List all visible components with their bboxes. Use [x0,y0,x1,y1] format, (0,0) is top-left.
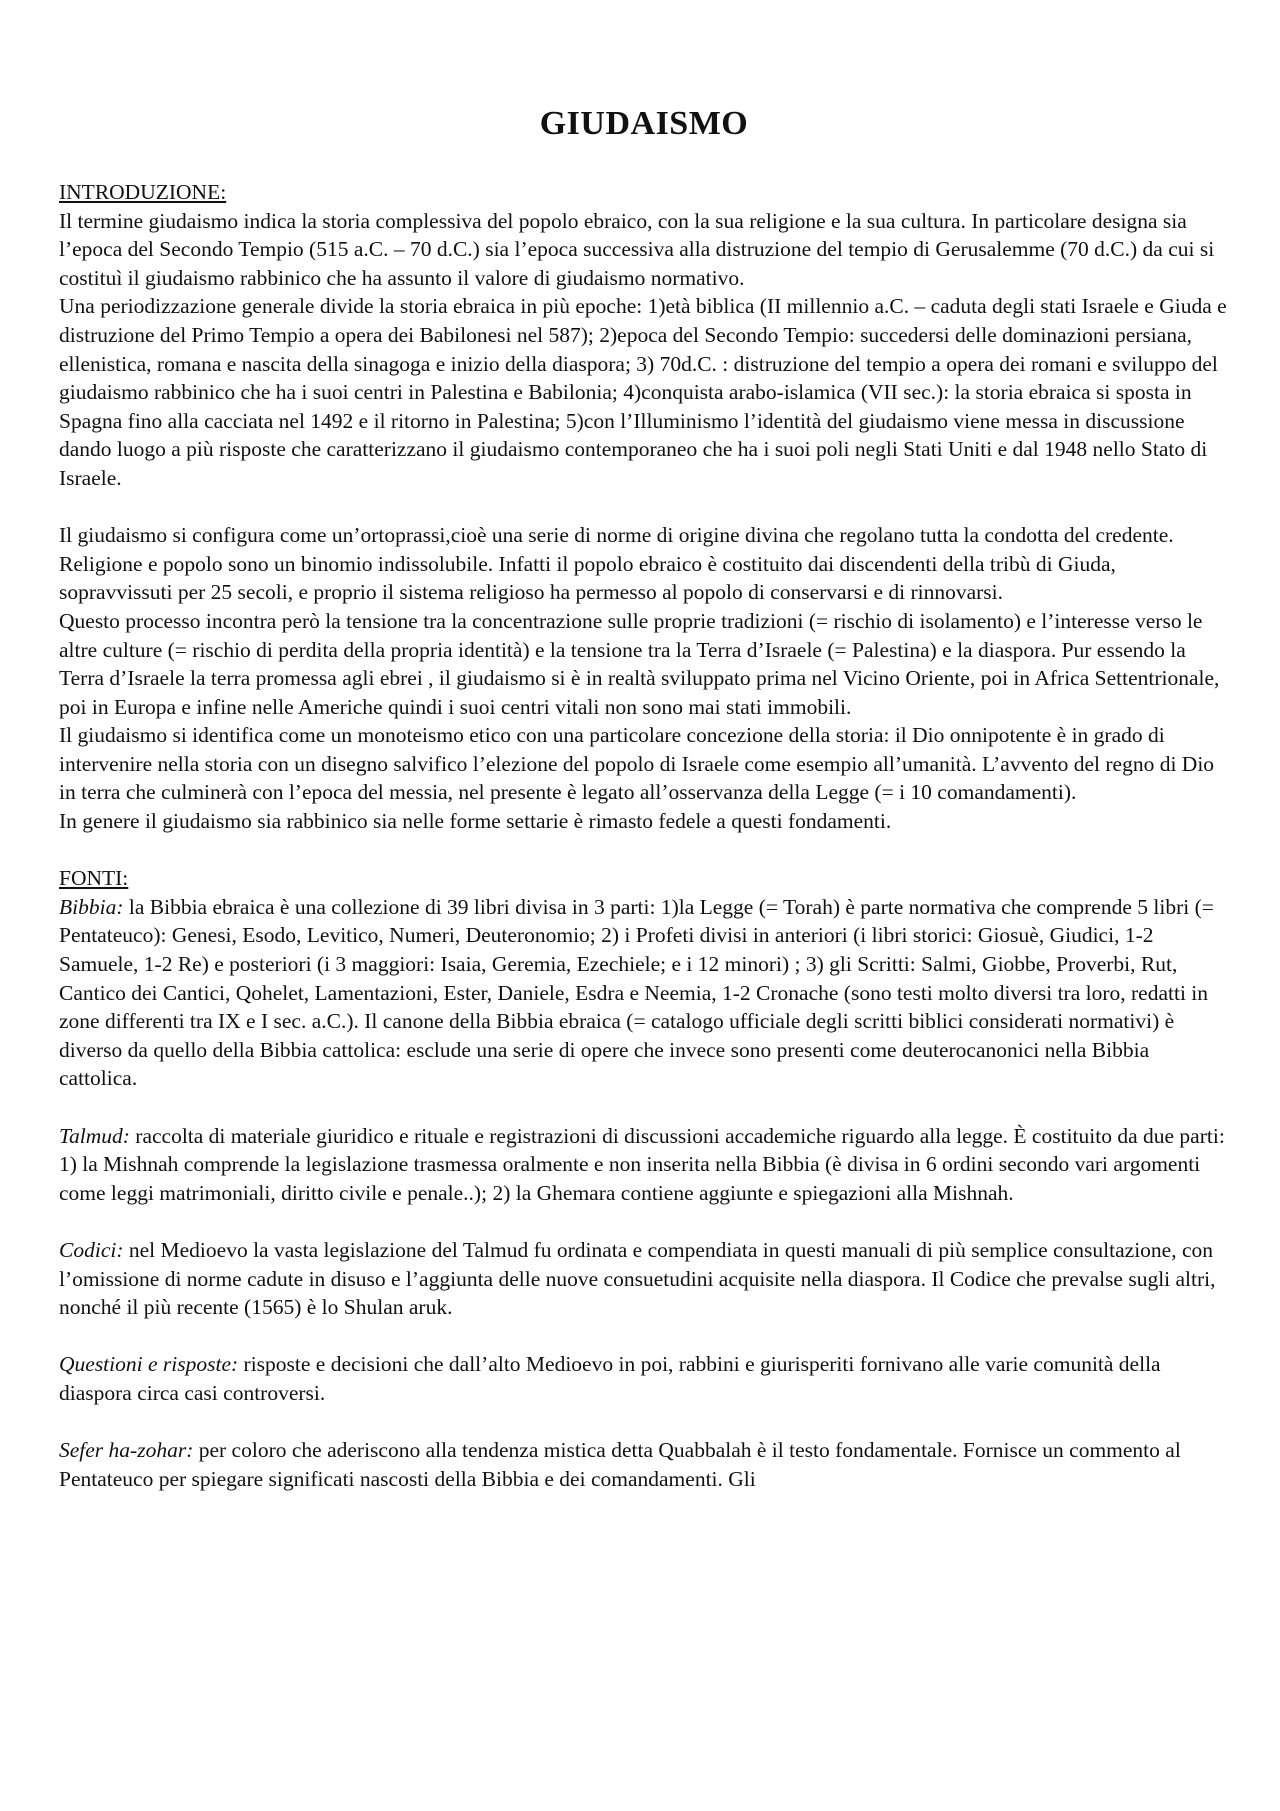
text-talmud: raccolta di materiale giuridico e rituale e registrazioni di discussioni accademiche riguardo alla legge. È costituito da due parti: 1) la Mishnah comprende la legislazione trasmessa oralmente e non inserita nella Bibbia (è divisa in 6 ordini secondo vari argomenti come leggi matrimoniali, diritto civile e penale..); 2) la Ghemara contiene aggiunte e spiegazioni alla Mishnah. [59,1123,1225,1205]
intro-paragraph-4: Questo processo incontra però la tensione tra la concentrazione sulle proprie tradizioni (= rischio di isolamento) e l’interesse verso le altre culture (= rischio di perdita della propria identità) e la tensione tra la Terra d’Israele (= Palestina) e la diaspora. Pur essendo la Terra d’Israele la terra promessa agli ebrei , il giudaismo si è in realtà sviluppato prima nel Vicino Oriente, poi in Africa Settentrionale, poi in Europa e infine nelle Americhe quindi i suoi centri vitali non sono mai stati immobili. [59,608,1220,719]
text-codici: nel Medioevo la vasta legislazione del Talmud fu ordinata e compendiata in questi manuali di più semplice consultazione, con l’omissione di norme cadute in disuso e l’aggiunta delle nuove consuetudini acquisite nella diaspora. Il Codice che prevalse sugli altri, nonché il più recente (1565) è lo Shulan aruk. [59,1237,1216,1320]
spacer [59,1322,1229,1351]
fonti-heading: FONTI: [59,866,129,891]
spacer [59,1408,1229,1437]
text-questioni: risposte e decisioni che dall’alto Medioevo in poi, rabbini e giurisperiti fornivano alle varie comunità della diaspora circa casi controversi. [59,1352,1161,1405]
fonti-codici [59,1236,1229,1322]
term-talmud: Talmud: [59,1123,130,1148]
spacer [59,493,1229,522]
term-sefer: Sefer ha-zohar: [59,1438,194,1463]
fonti-questioni [59,1350,1229,1407]
intro-heading: INTRODUZIONE: [59,180,227,204]
intro-paragraph-5: Il giudaismo si identifica come un monoteismo etico con una particolare concezione della storia: il Dio onnipotente è in grado di intervenire nella storia con un disegno salvifico l’elezione del popolo di Israele come esempio all’umanità. L’avvento del regno di Dio in terra che culminerà con l’epoca del messia, nel presente è legato all’osservanza della Legge (= i 10 comandamenti). [59,723,1215,805]
spacer [59,836,1229,865]
spacer [59,1207,1229,1236]
fonti-talmud [59,1122,1229,1208]
text-sefer: per coloro che aderiscono alla tendenza mistica detta Quabbalah è il testo fondamentale. Fornisce un commento al Pentateuco per spiegare significati nascosti della Bibbia e dei comandamenti. Gli [59,1438,1181,1491]
intro-paragraph-2: Una periodizzazione generale divide la storia ebraica in più epoche: 1)età biblica (II millennio a.C. – caduta degli stati Israele e Giuda e distruzione del Primo Tempio a opera dei Babilonesi nel 587); 2)epoca del Secondo Tempio: succedersi delle dominazioni persiana, ellenistica, romana e nascita della sinagoga e inizio della diaspora; 3) 70d.C. : distruzione del tempio a opera dei romani e sviluppo del giudaismo rabbinico che ha i suoi centri in Palestina e Babilonia; 4)conquista arabo-islamica (VII sec.): la storia ebraica si sposta in Spagna fino alla cacciata nel 1492 e il ritorno in Palestina; 5)con l’Illuminismo l’identità del giudaismo viene messa in discussione dando luogo a più risposte che caratterizzano il giudaismo contemporaneo che ha i suoi poli negli Stati Uniti e dal 1948 nello Stato di Israele. [59,294,1227,490]
fonti-bibbia [59,893,1229,1093]
document-page [59,104,1229,1493]
term-codici: Codici: [59,1237,124,1262]
fonti-sefer [59,1436,1229,1493]
document-title: GIUDAISMO [539,105,749,142]
spacer [59,1093,1229,1122]
intro-paragraph-6: In genere il giudaismo sia rabbinico sia nelle forme settarie è rimasto fedele a questi fondamenti. [59,809,892,834]
term-bibbia: Bibbia: [59,894,124,919]
intro-paragraph-3: Il giudaismo si configura come un’ortoprassi,cioè una serie di norme di origine divina che regolano tutta la condotta del credente. Religione e popolo sono un binomio indissolubile. Infatti il popolo ebraico è costituito dai discendenti della tribù di Giuda, sopravvissuti per 25 secoli, e proprio il sistema religioso ha permesso al popolo di conservarsi e di rinnovarsi. [59,523,1174,605]
term-questioni: Questioni e risposte: [59,1352,239,1377]
text-bibbia: la Bibbia ebraica è una collezione di 39 libri divisa in 3 parti: 1)la Legge (= Torah) è parte normativa che comprende 5 libri (= Pentateuco): Genesi, Esodo, Levitico, Numeri, Deuteronomio; 2) i Profeti divisi in anteriori (i libri storici: Giosuè, Giudici, 1-2 Samuele, 1-2 Re) e posteriori (i 3 maggiori: Isaia, Geremia, Ezechiele; e i 12 minori) ; 3) gli Scritti: Salmi, Giobbe, Proverbi, Rut, Cantico dei Cantici, Qohelet, Lamentazioni, Ester, Daniele, Esdra e Neemia, 1-2 Cronache (sono testi molto diversi tra loro, redatti in zone differenti tra IX e I sec. a.C.). Il canone della Bibbia ebraica (= catalogo ufficiale degli scritti biblici considerati normativi) è diverso da quello della Bibbia cattolica: esclude una serie di opere che invece sono presenti come deuterocanonici nella Bibbia cattolica. [59,894,1214,1091]
intro-paragraph-1: Il termine giudaismo indica la storia complessiva del popolo ebraico, con la sua religione e la sua cultura. In particolare designa sia l’epoca del Secondo Tempio (515 a.C. – 70 d.C.) sia l’epoca successiva alla distruzione del tempio di Gerusalemme (70 d.C.) da cui si costituì il giudaismo rabbinico che ha assunto il valore di giudaismo normativo. [59,208,1215,290]
